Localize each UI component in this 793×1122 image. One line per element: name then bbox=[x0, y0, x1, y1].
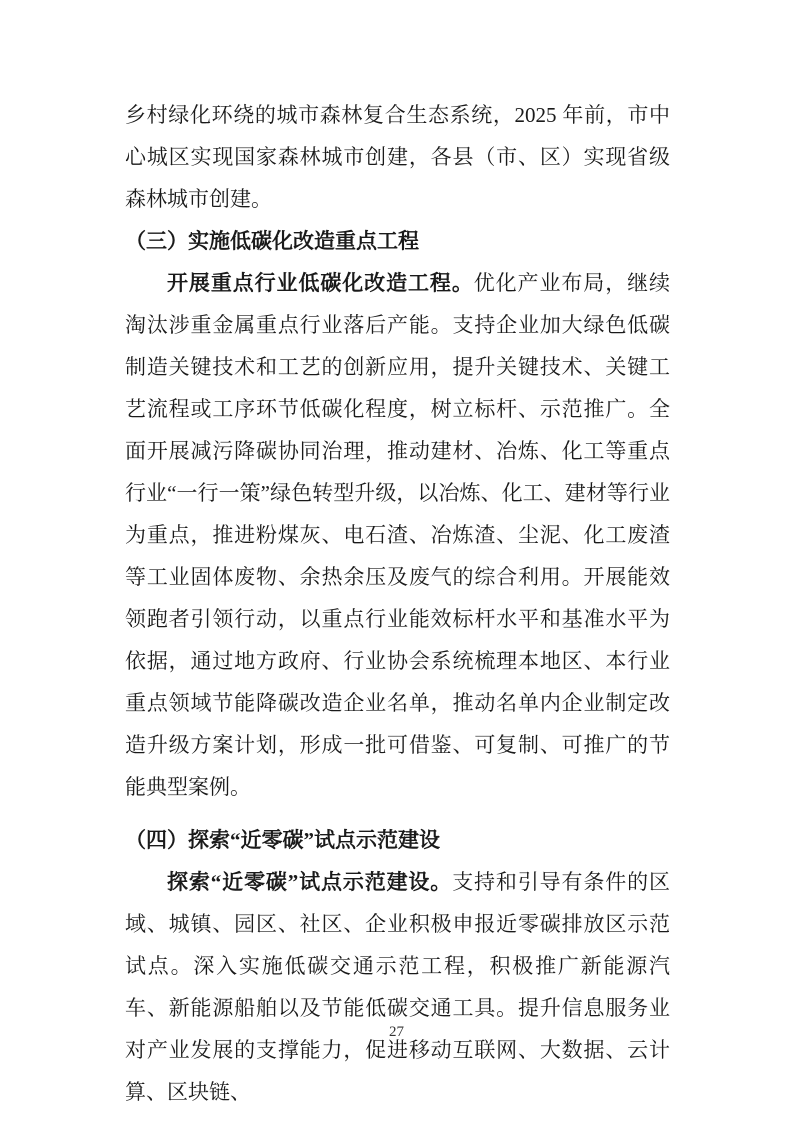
document-body bbox=[125, 94, 670, 1113]
section-3-lead: 开展重点行业低碳化改造工程。 bbox=[167, 271, 474, 295]
page-number: 27 bbox=[389, 1024, 404, 1040]
section-3-paragraph bbox=[125, 262, 670, 808]
section-4-paragraph bbox=[125, 861, 670, 1113]
section-4-heading: （四）探索“近零碳”试点示范建设 bbox=[125, 828, 440, 852]
section-4-body-text: 支持和引导有条件的区域、城镇、园区、社区、企业积极申报近零碳排放区示范试点。深入实施低碳交通示范工程，积极推广新能源汽车、新能源船舶以及节能低碳交通工具。提升信息服务业对产业发展的支撑能力，促进移动互联网、大数据、云计算、区块链、 bbox=[125, 870, 671, 1104]
section-4-lead: 探索“近零碳”试点示范建设。 bbox=[167, 870, 453, 894]
section-3-body-text: 优化产业布局，继续淘汰涉重金属重点行业落后产能。支持企业加大绿色低碳制造关键技术和工艺的创新应用，提升关键技术、关键工艺流程或工序环节低碳化程度，树立标杆、示范推广。全面开展减污降碳协同治理，推动建材、冶炼、化工等重点行业“一行一策”绿色转型升级，以冶炼、化工、建材等行业为重点，推进粉煤灰、电石渣、冶炼渣、尘泥、化工废渣等工业固体废物、余热余压及废气的综合利用。开展能效领跑者引领行动，以重点行业能效标杆水平和基准水平为依据，通过地方政府、行业协会系统梳理本地区、本行业重点领域节能降碳改造企业名单，推动名单内企业制定改造升级方案计划，形成一批可借鉴、可复制、可推广的节能典型案例。 bbox=[125, 271, 671, 799]
paragraph-continuation: 乡村绿化环绕的城市森林复合生态系统，2025 年前，市中心城区实现国家森林城市创建，各县（市、区）实现省级森林城市创建。 bbox=[125, 103, 670, 211]
section-3-heading: （三）实施低碳化改造重点工程 bbox=[125, 229, 419, 253]
